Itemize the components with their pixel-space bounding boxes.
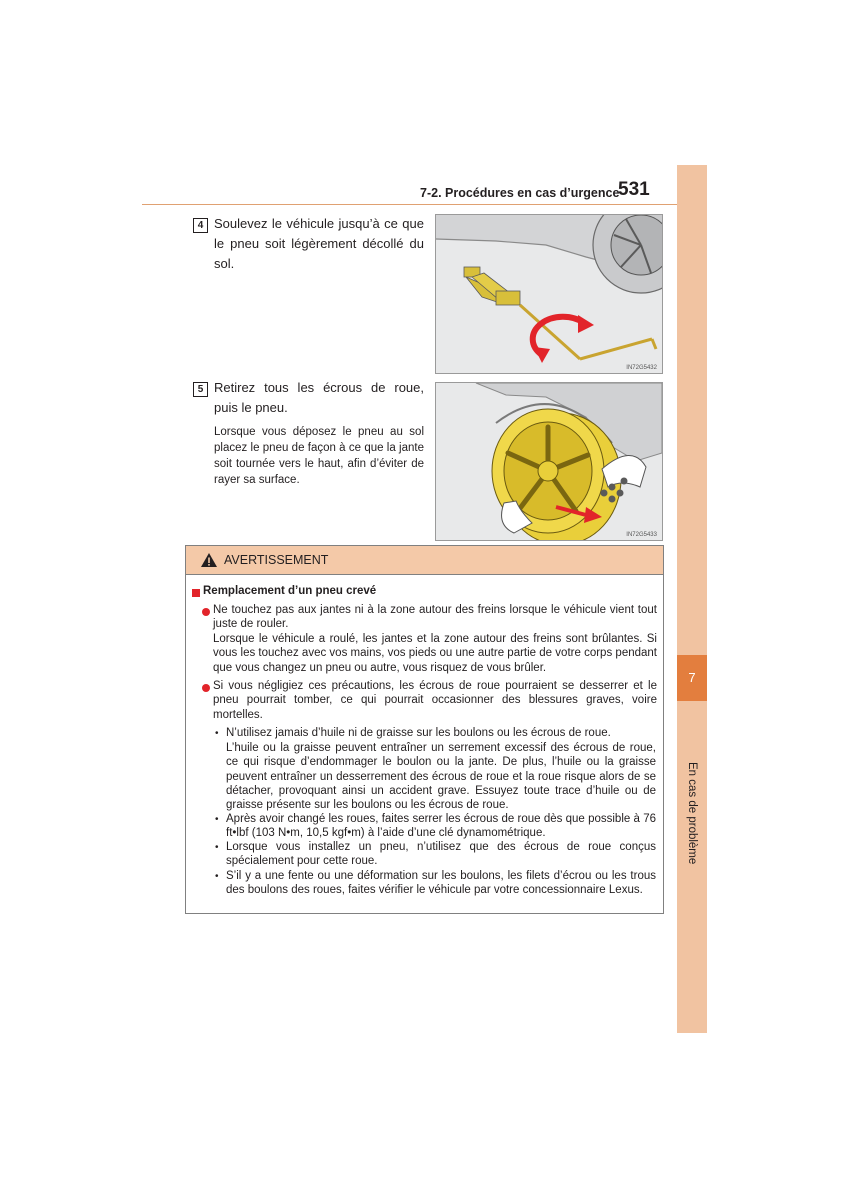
bullet-dot: • [215, 842, 219, 853]
figure-code: IN72G5432 [626, 365, 657, 371]
page-number: 531 [618, 179, 650, 200]
red-bullet [202, 608, 210, 616]
warning-point-2: Si vous négligiez ces précautions, les écrous de roue pourraient se desserrer et le pneu pourrait tomber, ce qui pourrait occasionner des blessures graves, voire mortelles. [213, 680, 657, 721]
step-5-text: Retirez tous les écrous de roue, puis le pneu. [214, 380, 424, 415]
bullet-dot: • [215, 728, 219, 739]
red-bullet [202, 684, 210, 692]
wheel-removal-illustration [436, 383, 662, 540]
bullet-dot: • [215, 871, 219, 882]
step-number-5: 5 [193, 382, 208, 397]
warning-title: AVERTISSEMENT [224, 553, 329, 567]
warning-header [186, 546, 663, 575]
warning-bullet: Après avoir changé les roues, faites serrer les écrous de roue dès que possible à 76 ft•lbf (103 N•m, 10,5 kgf•m) à l’aide d’une clé dynamométrique. [226, 813, 656, 840]
figure-code: IN72G5433 [626, 532, 657, 538]
warning-bullet: N’utilisez jamais d’huile ni de graisse sur les boulons ou les écrous de roue. [226, 727, 611, 739]
warning-point-1: Ne touchez pas aux jantes ni à la zone autour des freins lorsque le véhicule vient tout juste de rouler. [213, 604, 657, 631]
warning-bullet-detail: L’huile ou la graisse peuvent entraîner un serrement excessif des écrous de roue, ce qui risque d’endommager le boulon ou la jante. De plus, l’huile ou la graisse peuvent entraîner un desserrement des écrous de roue et la roue risque alors de se détacher, provoquant ainsi un accident grave. Essuyez toute trace d’huile ou de graisse présente sur les boulons ou les écrous de roue. [226, 742, 656, 812]
jack-illustration [436, 215, 662, 373]
warning-subtitle: Remplacement d’un pneu crevé [203, 585, 377, 597]
step-4-text: Soulevez le véhicule jusqu’à ce que le pneu soit légèrement décollé du sol. [214, 216, 424, 271]
wheel-removal-figure [435, 382, 663, 541]
header-divider [142, 204, 677, 205]
bullet-dot: • [215, 814, 219, 825]
jack-figure [435, 214, 663, 374]
section-marker [192, 589, 200, 597]
warning-bullet: Lorsque vous installez un pneu, n’utilisez que des écrous de roue conçus spécialement pour cette roue. [226, 841, 656, 868]
chapter-side-tab [677, 165, 707, 1033]
warning-bullet: S’il y a une fente ou une déformation sur les boulons, les filets d’écrou ou les trous des boulons des roues, faites vérifier le véhicule par votre concessionnaire Lexus. [226, 870, 656, 897]
warning-triangle-icon [200, 552, 218, 568]
step-number-4: 4 [193, 218, 208, 233]
chapter-number: 7 [677, 655, 707, 701]
chapter-title [682, 762, 702, 794]
warning-box [185, 545, 664, 914]
warning-point-1-detail: Lorsque le véhicule a roulé, les jantes et la zone autour des freins sont brûlantes. Si vous les touchez avec vos mains, vos pieds ou une autre partie de votre corps pendant que vous changez un pneu ou autre, vous risquez de vous brûler. [213, 633, 657, 674]
step-5-note: Lorsque vous déposez le pneu au sol placez le pneu de façon à ce que la jante soit tournée vers le haut, afin d’éviter de rayer sa surface. [214, 426, 424, 486]
section-title: 7-2. Procédures en cas d’urgence [420, 186, 620, 200]
